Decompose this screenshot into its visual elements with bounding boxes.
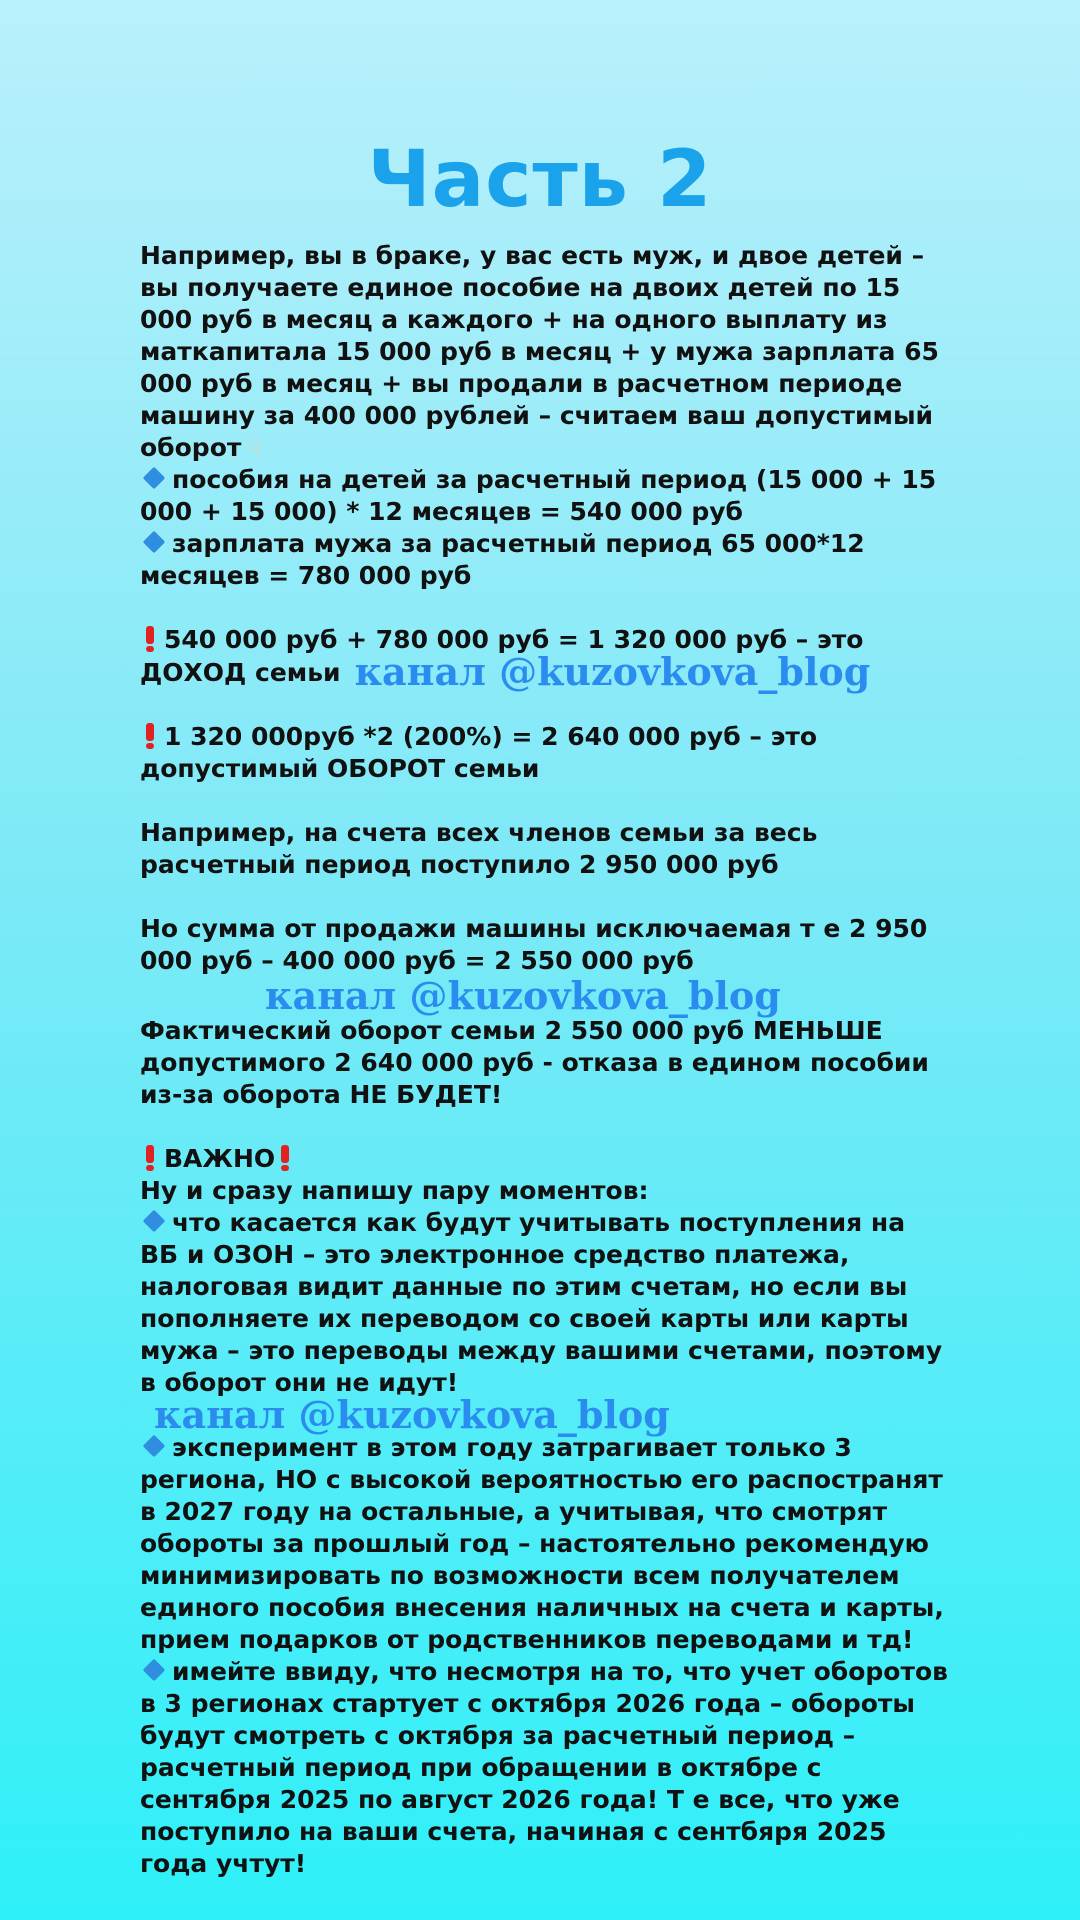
red-exclamation-icon (146, 1145, 154, 1171)
red-exclamation-icon (281, 1145, 289, 1171)
bullet-marketplaces (140, 1207, 950, 1437)
actual-turnover-paragraph: Фактический оборот семьи 2 550 000 руб МЕНЬШЕ допустимого 2 640 000 руб - отказа в едином пособии из-за оборота НЕ БУДЕТ! (140, 1016, 929, 1109)
important-text: ВАЖНО (164, 1144, 276, 1173)
pointing-down-hand-icon: ☟ (247, 434, 262, 462)
family-income-line (140, 624, 950, 694)
bullet-child-benefits (140, 464, 950, 528)
bullet-text: зарплата мужа за расчетный период 65 000*12 месяцев = 780 000 руб (140, 529, 865, 590)
spacer (140, 881, 950, 913)
turnover-text: 1 320 000руб *2 (200%) = 2 640 000 руб – это допустимый ОБОРОТ семьи (140, 722, 818, 783)
bullet-accounting-period (140, 1656, 950, 1880)
spacer (140, 785, 950, 817)
car-sale-exclusion-paragraph: Но сумма от продажи машины исключаемая т е 2 950 000 руб – 400 000 руб = 2 550 000 руб (140, 914, 928, 975)
bullet-text: эксперимент в этом году затрагивает только 3 региона, НО с высокой вероятностью его распостранят в 2027 году на остальные, а учитывая, что смотрят обороты за прошлый год – настоятельно рекомендую минимизировать по возможности всем получателем единого пособия внесения наличных на счета и карты, прием подарков от родственников переводами и тд! (140, 1433, 944, 1654)
red-exclamation-icon (146, 626, 154, 652)
bullet-experiment-regions (140, 1432, 950, 1656)
notes-intro: Ну и сразу напишу пару моментов: (140, 1176, 649, 1205)
paragraph-example-intro (140, 240, 950, 464)
spacer (140, 1111, 950, 1143)
blue-diamond-icon (143, 1210, 166, 1233)
allowed-turnover-line (140, 721, 950, 785)
channel-watermark: канал @kuzovkova_blog (354, 649, 871, 694)
blue-diamond-icon (143, 1659, 166, 1682)
received-amount-paragraph: Например, на счета всех членов семьи за весь расчетный период поступило 2 950 000 руб (140, 818, 818, 879)
blue-diamond-icon (143, 531, 166, 554)
important-heading (140, 1143, 950, 1175)
blue-diamond-icon (143, 1435, 166, 1458)
bullet-husband-salary (140, 528, 950, 592)
red-exclamation-icon (146, 723, 154, 749)
channel-watermark: канал @kuzovkova_blog (265, 973, 781, 1018)
page-title: Часть 2 (367, 135, 713, 225)
bullet-text: имейте ввиду, что несмотря на то, что учет оборотов в 3 регионах стартует с октября 2026 года – обороты будут смотреть с октября за расчетный период – расчетный период при обращении в октябре с сентября 2025 по август 2026 года! Т е все, что уже поступило на ваши счета, начиная с сентбяря 2025 года учтут! (140, 1657, 948, 1878)
paragraph-text: Например, вы в браке, у вас есть муж, и двое детей – вы получаете единое пособие на двоих детей по 15 000 руб в месяц а каждого + на одного выплату из маткапитала 15 000 руб в месяц + у мужа зарплата 65 000 руб в месяц + вы продали в расчетном периоде машину за 400 000 рублей – считаем ваш допустимый оборот (140, 241, 939, 462)
channel-watermark: канал @kuzovkova_blog (154, 1392, 670, 1437)
bullet-text: что касается как будут учитывать поступления на ВБ и ОЗОН – это электронное средство платежа, налоговая видит данные по этим счетам, но если вы пополняете их переводом со своей карты или карты мужа – это переводы между вашими счетами, поэтому в оборот они не идут! (140, 1208, 943, 1397)
article-body (140, 240, 950, 1880)
blue-diamond-icon (143, 467, 166, 490)
bullet-text: пособия на детей за расчетный период (15 000 + 15 000 + 15 000) * 12 месяцев = 540 000 руб (140, 465, 937, 526)
spacer (140, 592, 950, 624)
income-text: 540 000 руб + 780 000 руб = 1 320 000 руб – это ДОХОД семьи (140, 625, 864, 687)
